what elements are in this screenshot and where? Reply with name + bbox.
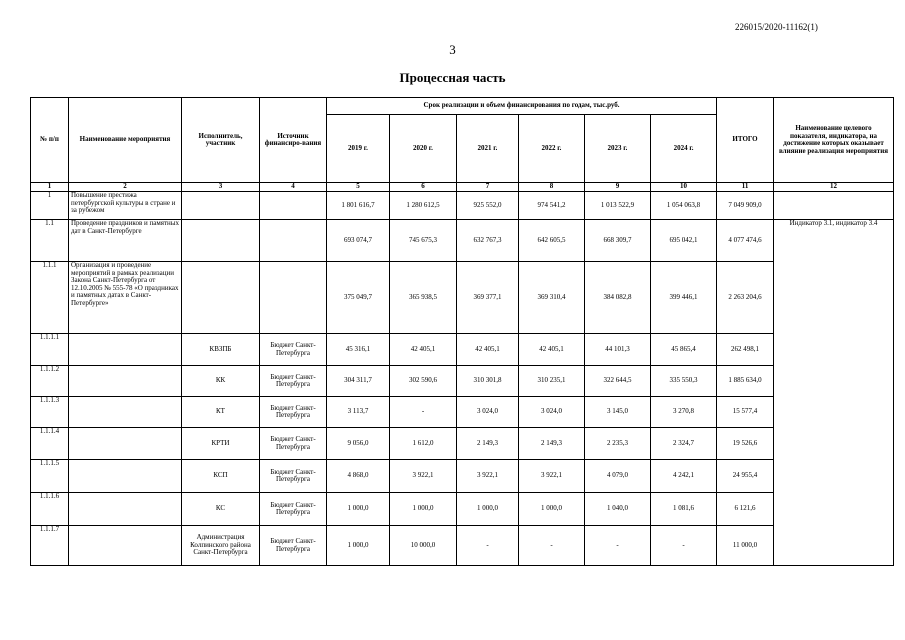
row-name	[69, 428, 182, 460]
row-value: 1 000,0	[519, 493, 585, 526]
row-value: 1 081,6	[651, 493, 717, 526]
row-value: -	[457, 526, 519, 566]
header-year: 2021 г.	[457, 115, 519, 183]
row-source: Бюджет Санкт-Петербурга	[260, 460, 327, 493]
column-number: 7	[457, 183, 519, 192]
row-value: 302 590,6	[390, 366, 457, 397]
row-value: 3 024,0	[519, 397, 585, 428]
row-executor: КС	[182, 493, 260, 526]
row-value: 1 612,0	[390, 428, 457, 460]
row-executor: КСП	[182, 460, 260, 493]
row-value: -	[585, 526, 651, 566]
header-year: 2020 г.	[390, 115, 457, 183]
row-value: 304 311,7	[327, 366, 390, 397]
row-indicator	[774, 192, 894, 220]
row-total: 262 498,1	[717, 334, 774, 366]
row-value: 1 000,0	[327, 526, 390, 566]
row-value: 44 101,3	[585, 334, 651, 366]
page-title: Процессная часть	[399, 70, 506, 85]
header-executor: Исполнитель, участник	[182, 98, 260, 183]
row-total: 7 049 909,0	[717, 192, 774, 220]
header-year: 2024 г.	[651, 115, 717, 183]
table-row	[31, 262, 894, 334]
row-value: 4 868,0	[327, 460, 390, 493]
column-number: 11	[717, 183, 774, 192]
row-name: Организация и проведение мероприятий в рамках реализации Закона Санкт-Петербурга от 12.10.2005 № 555-78 «О праздниках и памятных датах в Санкт-Петербурге»	[69, 262, 182, 334]
row-value: 369 310,4	[519, 262, 585, 334]
row-executor: КВЗПБ	[182, 334, 260, 366]
column-number: 10	[651, 183, 717, 192]
row-value: -	[390, 397, 457, 428]
column-number: 9	[585, 183, 651, 192]
row-indicator: Индикатор 3.1, индикатор 3.4	[774, 220, 894, 566]
financing-table	[30, 97, 894, 566]
row-executor	[182, 192, 260, 220]
row-value: 45 316,1	[327, 334, 390, 366]
row-executor	[182, 262, 260, 334]
row-value: 695 042,1	[651, 220, 717, 262]
row-source: Бюджет Санкт-Петербурга	[260, 493, 327, 526]
table-row	[31, 493, 894, 526]
row-name	[69, 366, 182, 397]
row-value: 10 000,0	[390, 526, 457, 566]
row-value: 9 056,0	[327, 428, 390, 460]
header-total: ИТОГО	[717, 98, 774, 183]
row-name	[69, 460, 182, 493]
row-num: 1.1.1.6	[31, 493, 69, 526]
table-row	[31, 366, 894, 397]
row-value: 4 079,0	[585, 460, 651, 493]
row-source: Бюджет Санкт-Петербурга	[260, 526, 327, 566]
row-total: 11 000,0	[717, 526, 774, 566]
row-value: 2 149,3	[457, 428, 519, 460]
table-row	[31, 334, 894, 366]
row-value: 745 675,3	[390, 220, 457, 262]
row-value: 3 113,7	[327, 397, 390, 428]
row-source	[260, 220, 327, 262]
row-num: 1.1.1.7	[31, 526, 69, 566]
column-number: 12	[774, 183, 894, 192]
row-value: 3 270,8	[651, 397, 717, 428]
column-number: 2	[69, 183, 182, 192]
row-value: 375 049,7	[327, 262, 390, 334]
row-num: 1.1.1.5	[31, 460, 69, 493]
header-num: № п/п	[31, 98, 69, 183]
row-name	[69, 493, 182, 526]
row-name: Повышение престижа петербургской культуры в стране и за рубежом	[69, 192, 182, 220]
table-row	[31, 428, 894, 460]
row-value: 4 242,1	[651, 460, 717, 493]
row-value: 668 309,7	[585, 220, 651, 262]
row-value: 3 145,0	[585, 397, 651, 428]
row-value: 42 405,1	[519, 334, 585, 366]
row-value: 335 550,3	[651, 366, 717, 397]
table-row	[31, 526, 894, 566]
row-value: 1 000,0	[390, 493, 457, 526]
row-source: Бюджет Санкт-Петербурга	[260, 397, 327, 428]
row-value: 42 405,1	[390, 334, 457, 366]
row-executor: КТ	[182, 397, 260, 428]
row-value: 1 000,0	[327, 493, 390, 526]
row-total: 4 077 474,6	[717, 220, 774, 262]
row-source: Бюджет Санкт-Петербурга	[260, 428, 327, 460]
row-value: 974 541,2	[519, 192, 585, 220]
row-total: 1 885 634,0	[717, 366, 774, 397]
document-id: 226015/2020-11162(1)	[735, 22, 818, 32]
row-executor: Администрация Колпинского района Санкт-Петербурга	[182, 526, 260, 566]
row-value: 310 235,1	[519, 366, 585, 397]
row-num: 1.1.1.2	[31, 366, 69, 397]
row-num: 1.1.1	[31, 262, 69, 334]
row-name	[69, 334, 182, 366]
row-value: 3 922,1	[457, 460, 519, 493]
row-value: 384 082,8	[585, 262, 651, 334]
page-number: 3	[449, 42, 456, 57]
row-value: 1 054 063,8	[651, 192, 717, 220]
row-value: 1 801 616,7	[327, 192, 390, 220]
row-num: 1.1.1.3	[31, 397, 69, 428]
row-value: 365 938,5	[390, 262, 457, 334]
row-value: 642 605,5	[519, 220, 585, 262]
row-value: 3 922,1	[390, 460, 457, 493]
row-source	[260, 192, 327, 220]
row-value: 2 149,3	[519, 428, 585, 460]
column-number: 8	[519, 183, 585, 192]
column-number: 1	[31, 183, 69, 192]
row-num: 1.1	[31, 220, 69, 262]
row-executor: КК	[182, 366, 260, 397]
row-value: 1 000,0	[457, 493, 519, 526]
column-number: 5	[327, 183, 390, 192]
row-value: 369 377,1	[457, 262, 519, 334]
row-total: 6 121,6	[717, 493, 774, 526]
row-value: 399 446,1	[651, 262, 717, 334]
row-num: 1	[31, 192, 69, 220]
row-name: Проведение праздников и памятных дат в Санкт-Петербурге	[69, 220, 182, 262]
row-value: 693 074,7	[327, 220, 390, 262]
row-num: 1.1.1.1	[31, 334, 69, 366]
row-value: 1 280 612,5	[390, 192, 457, 220]
row-num: 1.1.1.4	[31, 428, 69, 460]
header-year: 2022 г.	[519, 115, 585, 183]
column-number: 3	[182, 183, 260, 192]
row-name	[69, 526, 182, 566]
row-value: 310 301,8	[457, 366, 519, 397]
row-total: 19 526,6	[717, 428, 774, 460]
row-value: 925 552,0	[457, 192, 519, 220]
row-executor	[182, 220, 260, 262]
header-name: Наименование мероприятия	[69, 98, 182, 183]
header-indicator: Наименование целевого показателя, индикатора, на достижение которых оказывает влияние реализация мероприятия	[774, 98, 894, 183]
row-value: 322 644,5	[585, 366, 651, 397]
table-row	[31, 192, 894, 220]
row-source: Бюджет Санкт-Петербурга	[260, 334, 327, 366]
row-value: 632 767,3	[457, 220, 519, 262]
row-value: 45 865,4	[651, 334, 717, 366]
row-total: 24 955,4	[717, 460, 774, 493]
column-number: 6	[390, 183, 457, 192]
row-value: 3 024,0	[457, 397, 519, 428]
header-period: Срок реализации и объем финансирования по годам, тыс.руб.	[327, 98, 717, 115]
table-row	[31, 397, 894, 428]
row-name	[69, 397, 182, 428]
row-value: 3 922,1	[519, 460, 585, 493]
header-year: 2019 г.	[327, 115, 390, 183]
row-value: 42 405,1	[457, 334, 519, 366]
row-total: 2 263 204,6	[717, 262, 774, 334]
column-number: 4	[260, 183, 327, 192]
header-year: 2023 г.	[585, 115, 651, 183]
row-value: 2 235,3	[585, 428, 651, 460]
row-source: Бюджет Санкт-Петербурга	[260, 366, 327, 397]
table-row	[31, 460, 894, 493]
row-value: 2 324,7	[651, 428, 717, 460]
row-value: -	[519, 526, 585, 566]
row-source	[260, 262, 327, 334]
table-row	[31, 220, 894, 262]
row-total: 15 577,4	[717, 397, 774, 428]
row-value: 1 040,0	[585, 493, 651, 526]
row-executor: КРТИ	[182, 428, 260, 460]
header-source: Источник финансиро-вания	[260, 98, 327, 183]
row-value: 1 013 522,9	[585, 192, 651, 220]
row-value: -	[651, 526, 717, 566]
